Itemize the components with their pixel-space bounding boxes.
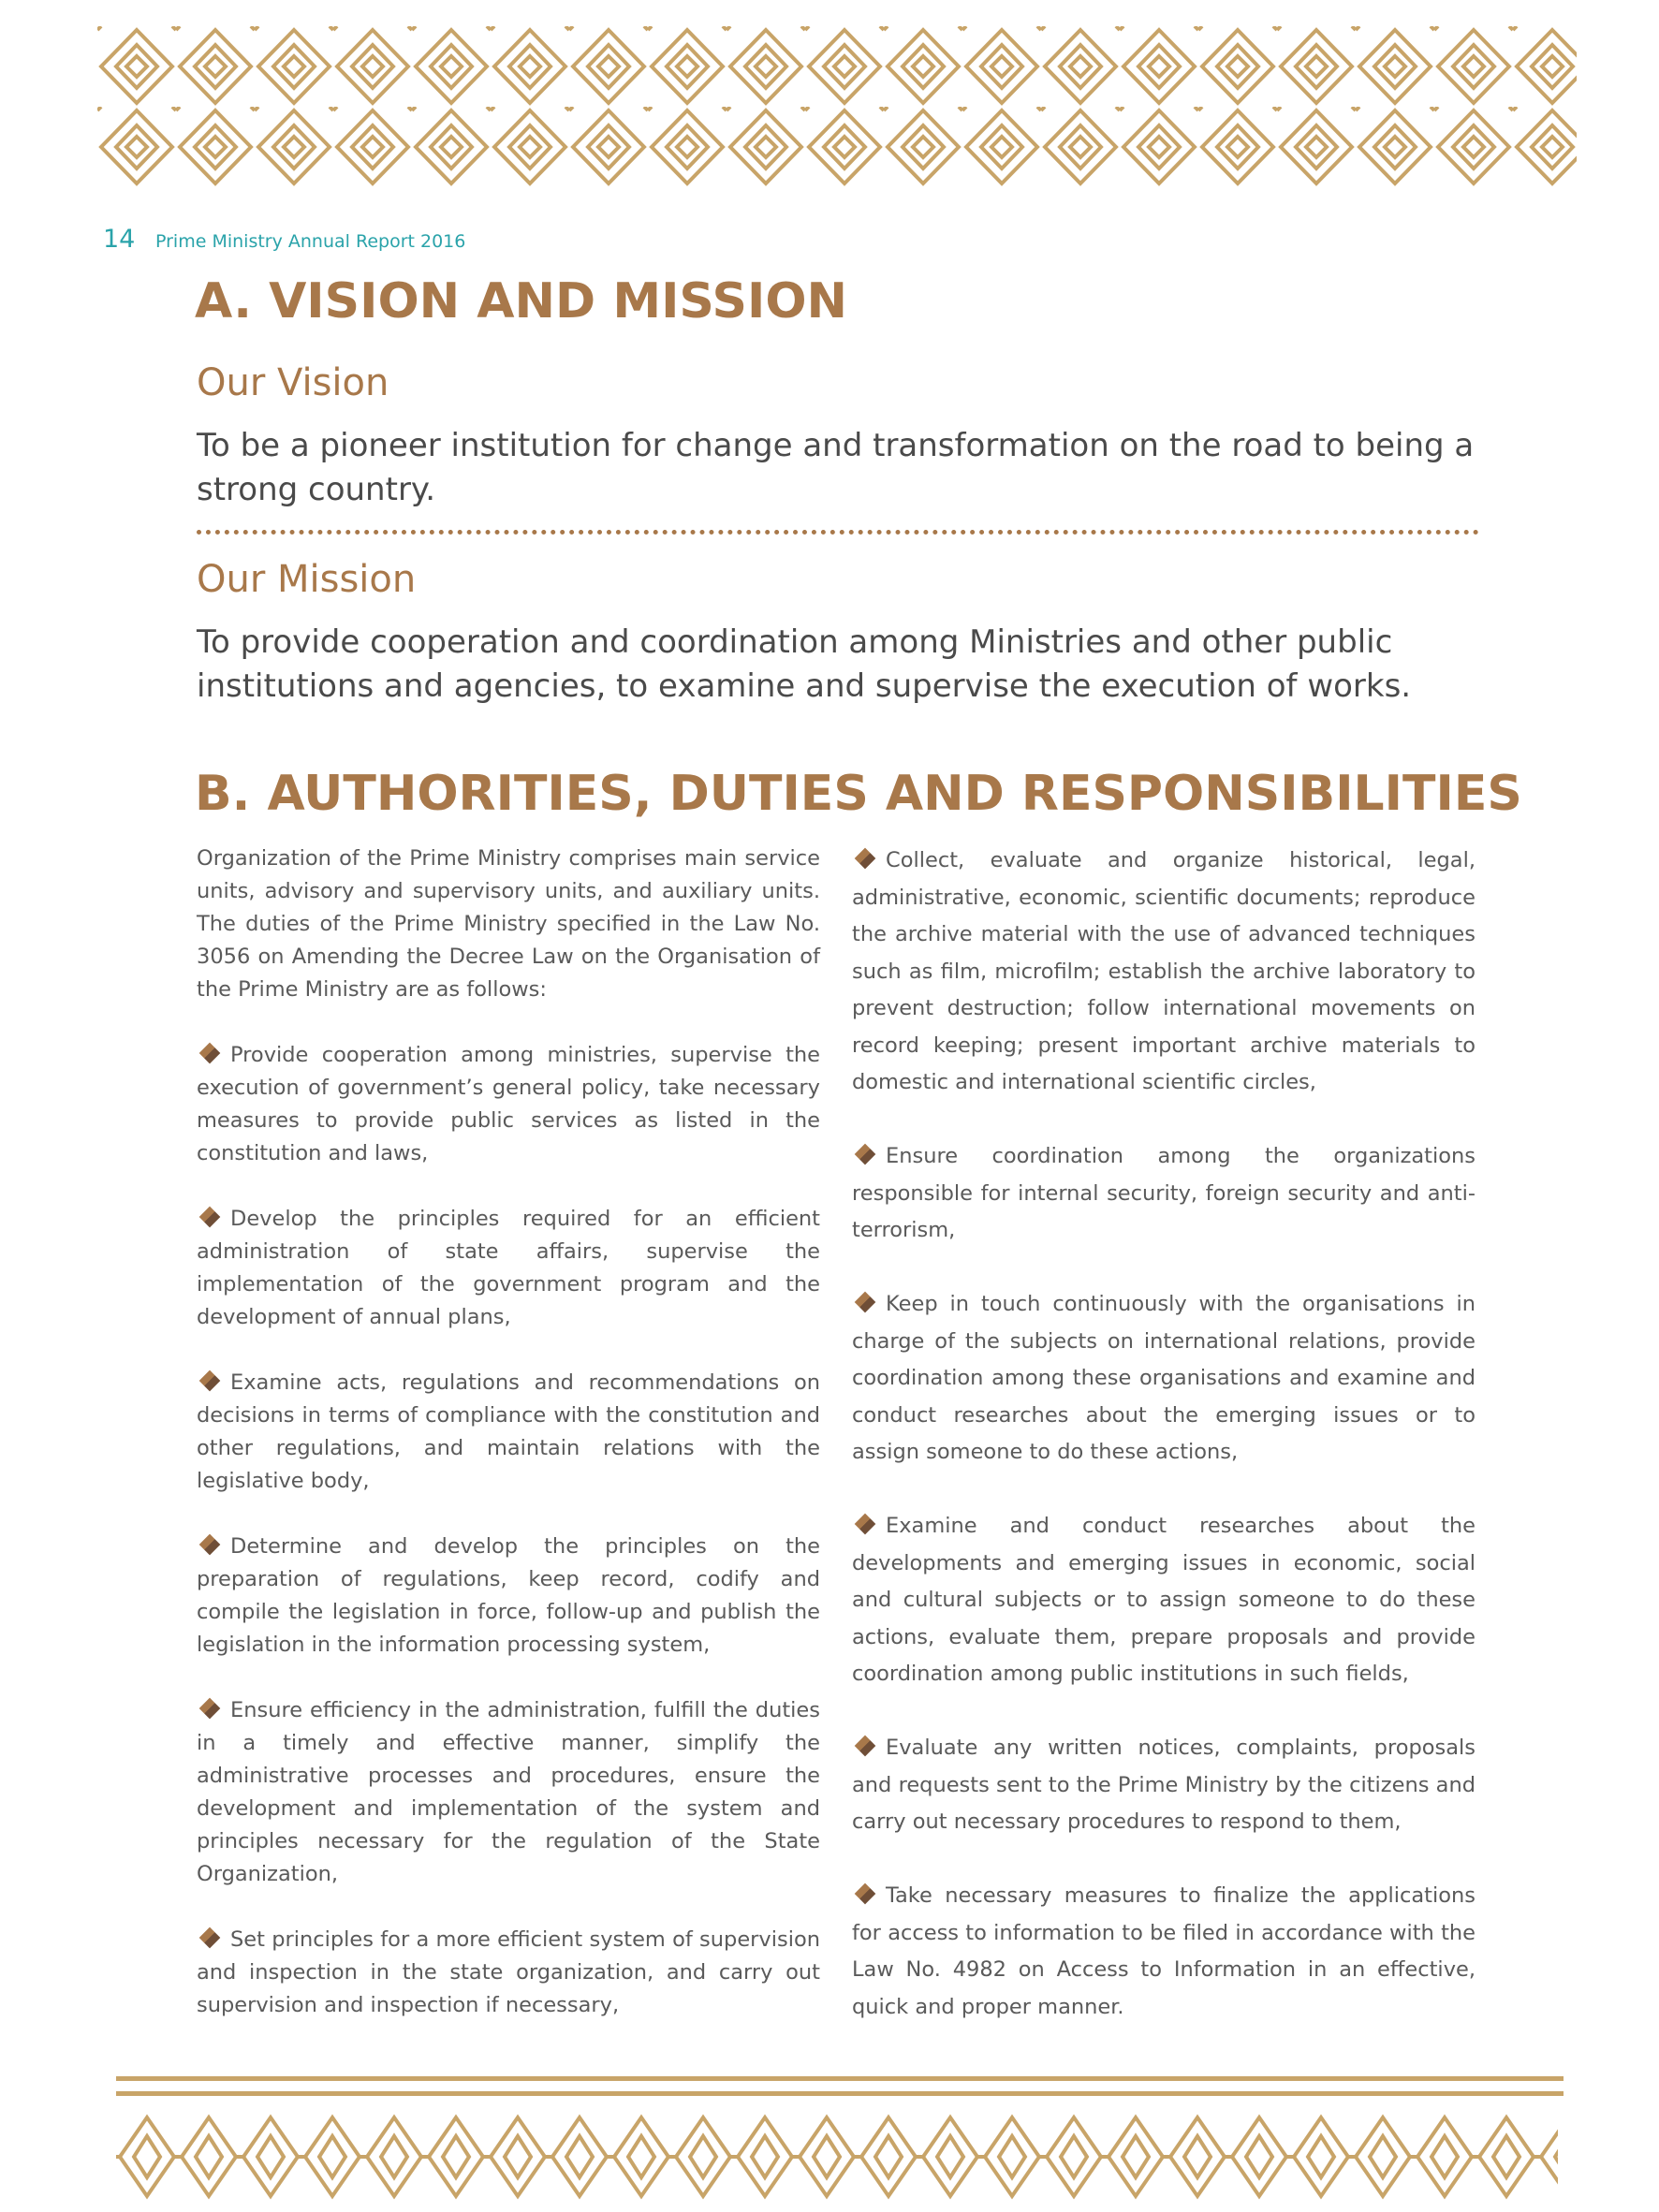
diamond-bullet-icon [855,1514,876,1535]
top-ornament-border [97,26,1577,187]
diamond-bullet-icon [855,1883,876,1905]
duty-text: Examine and conduct researches about the developments and emerging issues in economic, social and cultural subjects or to assign someone to do these actions, evaluate them, prepare proposals and provide coordination among public institutions in such fields, [852,1514,1475,1686]
duty-text: Collect, evaluate and organize historical, legal, administrative, economic, scientific documents; reproduce the archive material with the use of advanced techniques such as film, microfilm; establish the archive laboratory to prevent destruction; follow international movements on record keeping; present important archive materials to domestic and international scientific circles, [852,848,1475,1094]
diamond-bullet-icon [199,1043,221,1064]
section-a-heading: A. VISION AND MISSION [195,273,848,330]
duty-item [197,1039,820,1170]
diamond-bullet-icon [199,1927,221,1949]
duty-text: Take necessary measures to finalize the applications for access to information to be filed in accordance with the Law No. 4982 on Access to Information in an effective, quick and proper manner. [852,1883,1475,2019]
duty-item [852,1138,1475,1250]
duty-item [852,842,1475,1102]
duty-item [197,1531,820,1662]
section-b-intro: Organization of the Prime Ministry comprises main service units, advisory and supervisory units, and auxiliary units. The duties of the Prime Ministry specified in the Law No. 3056 on Amending the Decree Law on the Organisation of the Prime Ministry are as follows: [197,846,820,1002]
duty-item [852,1508,1475,1693]
mission-heading: Our Mission [197,558,417,601]
duty-text: Evaluate any written notices, complaints, proposals and requests sent to the Prime Ministry by the citizens and carry out necessary procedures to respond to them, [852,1736,1475,1834]
duty-text: Ensure coordination among the organizations responsible for internal security, foreign security and anti-terrorism, [852,1144,1475,1242]
mission-text: To provide cooperation and coordination among Ministries and other public institutions and agencies, to examine and supervise the execution of works. [197,623,1412,705]
duty-text: Determine and develop the principles on the preparation of regulations, keep record, codify and compile the legislation in force, follow-up and publish the legislation in the information processing system, [197,1534,820,1657]
duty-item [197,1203,820,1334]
diamond-bullet-icon [199,1698,221,1720]
duty-item [197,1367,820,1498]
vision-heading: Our Vision [197,361,389,404]
bottom-rule-lower [116,2091,1564,2096]
diamond-bullet-icon [855,1144,876,1165]
duty-text: Ensure efficiency in the administration, fulfill the duties in a timely and effective manner, simplify the administrative processes and procedures, ensure the development and implementation of the system and principles necessary for the regulation of the State Organization, [197,1698,820,1886]
diamond-bullet-icon [855,1736,876,1757]
bottom-rule-upper [116,2076,1564,2081]
dotted-divider [197,530,1479,535]
duty-item [852,1286,1475,1472]
bottom-ornament-border [116,2110,1558,2204]
duties-right-column [852,842,1475,2063]
diamond-bullet-icon [855,848,876,870]
duty-text: Provide cooperation among ministries, supervise the execution of government’s general policy, take necessary measures to provide public services as listed in the constitution and laws, [197,1043,820,1165]
running-title: Prime Ministry Annual Report 2016 [155,231,466,252]
diamond-bullet-icon [199,1207,221,1228]
duty-item [852,1878,1475,2026]
duty-item [852,1730,1475,1841]
diamond-bullet-icon [199,1534,221,1556]
diamond-bullet-icon [855,1292,876,1313]
section-b-heading: B. AUTHORITIES, DUTIES AND RESPONSIBILITIES [195,766,1522,822]
duty-text: Examine acts, regulations and recommendations on decisions in terms of compliance with the constitution and other regulations, and maintain relations with the legislative body, [197,1370,820,1493]
duty-text: Set principles for a more efficient system of supervision and inspection in the state organization, and carry out supervision and inspection if necessary, [197,1927,820,2017]
diamond-bullet-icon [199,1370,221,1392]
duty-text: Develop the principles required for an efficient administration of state affairs, supervise the implementation of the government program and the development of annual plans, [197,1207,820,1329]
duties-left-column [197,842,820,2055]
page-number: 14 [103,225,136,254]
vision-text: To be a pioneer institution for change and transformation on the road to being a strong country. [197,427,1475,508]
duty-item [197,1924,820,2022]
duty-item [197,1694,820,1891]
duty-text: Keep in touch continuously with the organisations in charge of the subjects on international relations, provide coordination among these organisations and examine and conduct researches about the emerging issues or to assign someone to do these actions, [852,1292,1475,1464]
